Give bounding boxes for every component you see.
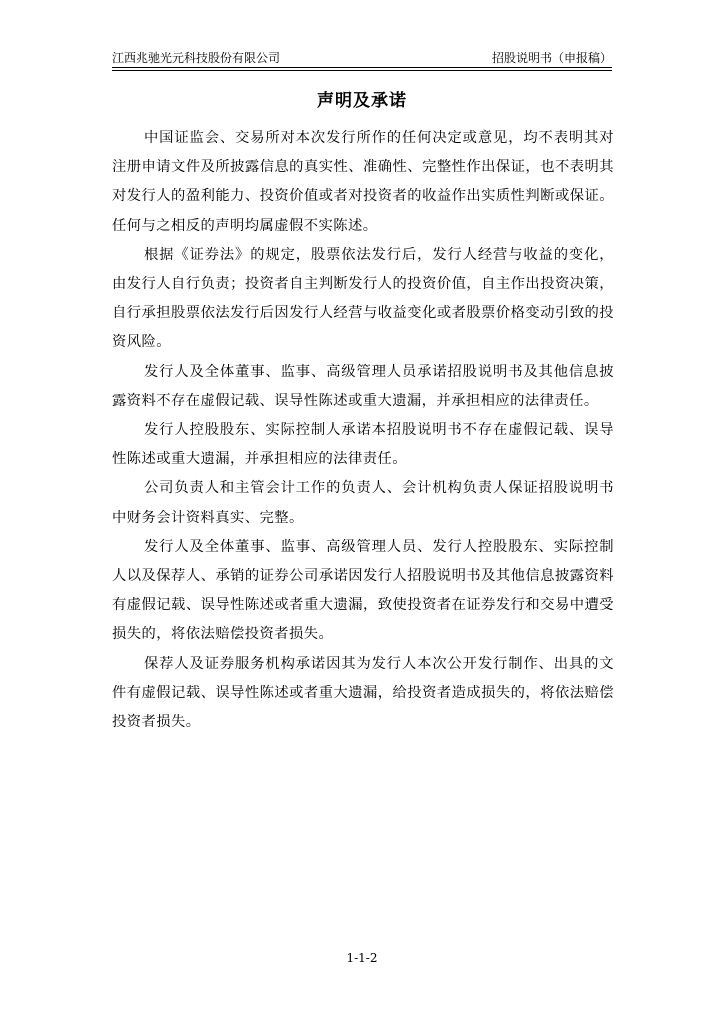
paragraph-csrc-disclaimer: 中国证监会、交易所对本次发行所作的任何决定或意见，均不表明其对注册申请文件及所披露信息的真实性、准确性、完整性作出保证，也不表明其对发行人的盈利能力、投资价值或者对投资者的收益作出实质性判断或保证。任何与之相反的声明均属虚假不实陈述。 bbox=[112, 130, 614, 234]
paragraph-securities-law: 根据《证券法》的规定，股票依法发行后，发行人经营与收益的变化，由发行人自行负责；投资者自主判断发行人的投资价值，自主作出投资决策，自行承担股票依法发行后因发行人经营与收益变化或者股票价格变动引致的投资风险。 bbox=[112, 246, 614, 351]
page-title: 声明及承诺 bbox=[317, 91, 407, 111]
body-text bbox=[112, 124, 614, 737]
page-number: 1-1-2 bbox=[346, 951, 378, 965]
paragraph-directors-commitment: 发行人及全体董事、监事、高级管理人员承诺招股说明书及其他信息披露资料不存在虚假记载、误导性陈述或重大遗漏，并承担相应的法律责任。 bbox=[112, 363, 614, 409]
header-document-type: 招股说明书（申报稿） bbox=[491, 51, 612, 65]
header-rule-thick bbox=[112, 67, 612, 68]
header-rule-thin bbox=[112, 70, 612, 71]
paragraph-controlling-shareholder-commitment: 发行人控股股东、实际控制人承诺本招股说明书不存在虚假记载、误导性陈述或重大遗漏，并承担相应的法律责任。 bbox=[112, 422, 614, 468]
paragraph-compensation-commitment: 发行人及全体董事、监事、高级管理人员、发行人控股股东、实际控制人以及保荐人、承销的证券公司承诺因发行人招股说明书及其他信息披露资料有虚假记载、误导性陈述或者重大遗漏，致使投资者在证券发行和交易中遭受损失的，将依法赔偿投资者损失。 bbox=[112, 538, 614, 643]
paragraph-accounting-guarantee: 公司负责人和主管会计工作的负责人、会计机构负责人保证招股说明书中财务会计资料真实、完整。 bbox=[112, 480, 614, 526]
header-company-name: 江西兆驰光元科技股份有限公司 bbox=[112, 51, 281, 65]
paragraph-sponsor-commitment: 保荐人及证券服务机构承诺因其为发行人本次公开发行制作、出具的文件有虚假记载、误导性陈述或者重大遗漏，给投资者造成损失的，将依法赔偿投资者损失。 bbox=[112, 655, 614, 731]
